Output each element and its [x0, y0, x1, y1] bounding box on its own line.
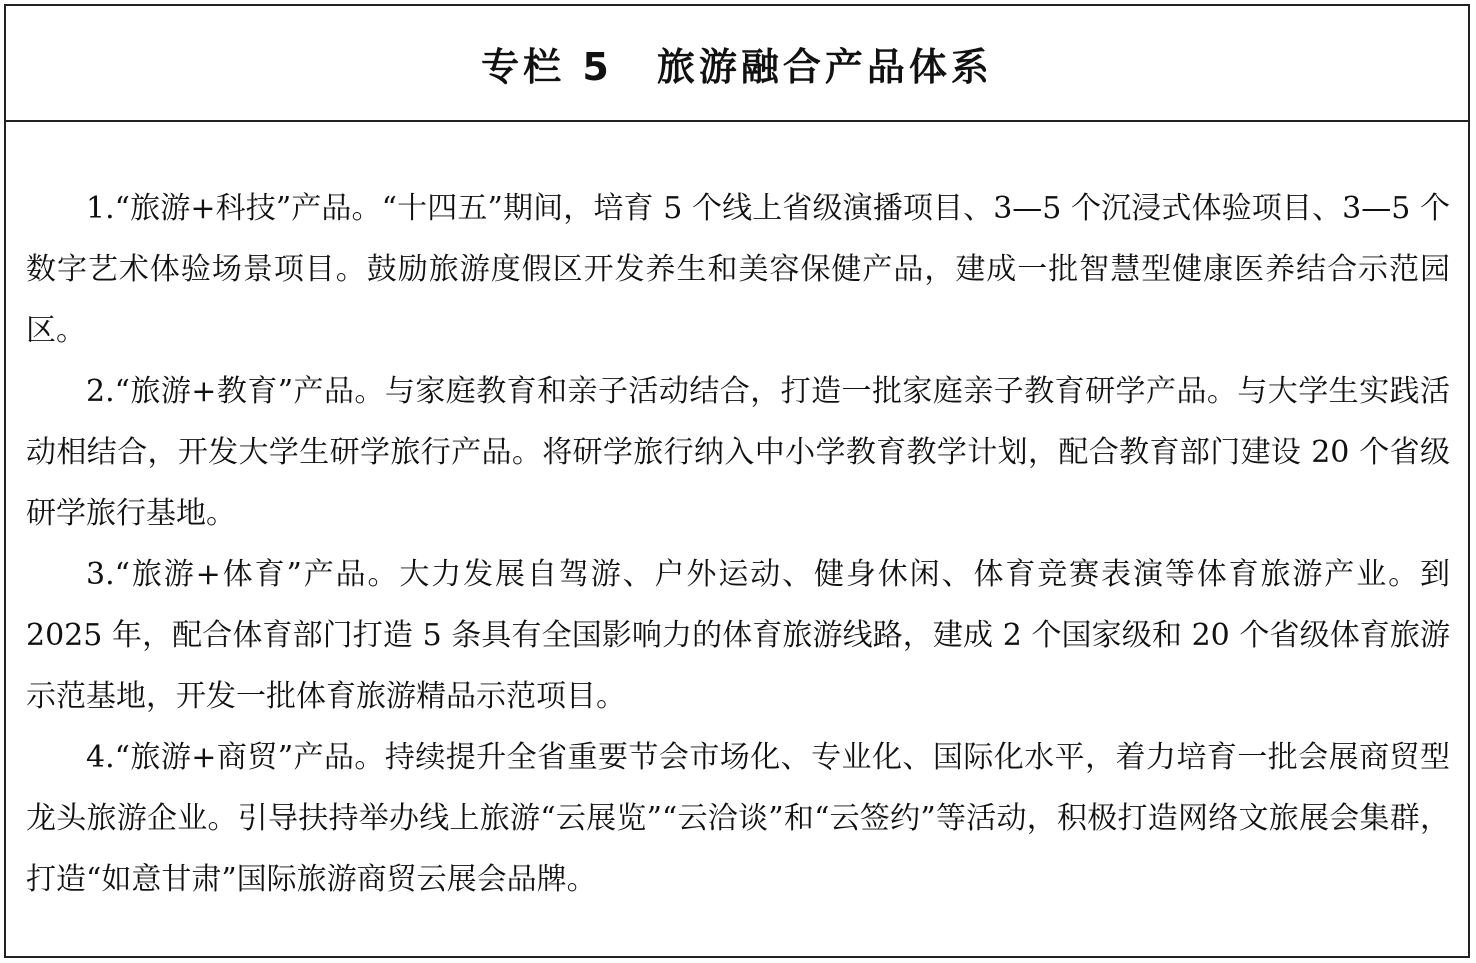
- paragraph-tech: 1.“旅游+科技”产品。“十四五”期间，培育 5 个线上省级演播项目、3—5 个沉浸式体验项目、3—5 个数字艺术体验场景项目。鼓励旅游度假区开发养生和美容保健产品，建成一批智慧型健康医养结合示范园区。: [26, 191, 1450, 348]
- box-title-prefix: 专栏 5: [481, 44, 613, 89]
- title-bar: [6, 6, 1468, 122]
- paragraph-sports: 3.“旅游+体育”产品。大力发展自驾游、户外运动、健身休闲、体育竞赛表演等体育旅游产业。到 2025 年，配合体育部门打造 5 条具有全国影响力的体育旅游线路，建成 2 个国家级和 20 个省级体育旅游示范基地，开发一批体育旅游精品示范项目。: [26, 557, 1450, 714]
- paragraph-education: 2.“旅游+教育”产品。与家庭教育和亲子活动结合，打造一批家庭亲子教育研学产品。与大学生实践活动相结合，开发大学生研学旅行产品。将研学旅行纳入中小学教育教学计划，配合教育部门建设 20 个省级研学旅行基地。: [26, 374, 1450, 531]
- box-title: [481, 36, 993, 91]
- paragraph-commerce: 4.“旅游+商贸”产品。持续提升全省重要节会市场化、专业化、国际化水平，着力培育一批会展商贸型龙头旅游企业。引导扶持举办线上旅游“云展览”“云洽谈”和“云签约”等活动，积极打造网络文旅展会集群，打造“如意甘肃”国际旅游商贸云展会品牌。: [26, 740, 1450, 897]
- feature-box: [4, 4, 1470, 958]
- box-body: [26, 178, 1450, 910]
- box-title-text: 旅游融合产品体系: [656, 44, 993, 89]
